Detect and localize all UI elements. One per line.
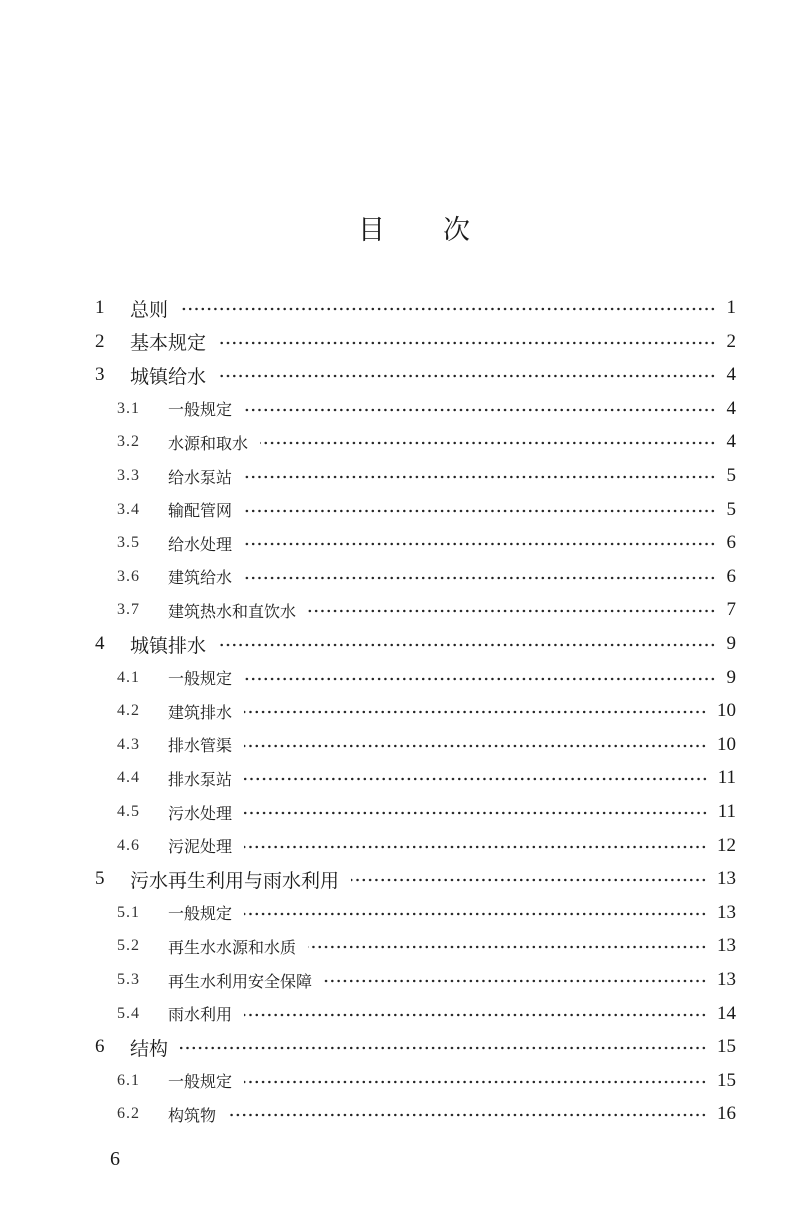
toc-entry[interactable] — [0, 763, 800, 793]
toc-entry-page: 12 — [717, 834, 736, 856]
toc-entry-number: 5.2 — [117, 937, 140, 955]
toc-entry[interactable] — [0, 730, 800, 760]
toc-entry-page: 13 — [717, 969, 736, 990]
toc-entry-title: 城镇给水 — [130, 365, 207, 388]
toc-dot-leader — [244, 576, 716, 580]
toc-dot-leader — [218, 374, 716, 378]
toc-entry-title: 构筑物 — [168, 1105, 217, 1125]
toc-entry-number: 4.1 — [117, 668, 140, 686]
toc-dot-leader — [244, 777, 708, 781]
toc-entry-title: 一般规定 — [168, 400, 233, 420]
toc-dot-leader — [260, 441, 716, 445]
toc-entry-title: 总则 — [130, 298, 169, 321]
toc-entry-number: 3.4 — [117, 500, 140, 518]
toc-entry-title: 结构 — [130, 1037, 169, 1060]
toc-entry-title: 基本规定 — [130, 332, 207, 355]
toc-entry-title: 一般规定 — [168, 669, 233, 689]
toc-entry-number: 4.5 — [117, 803, 140, 820]
toc-entry-number: 4.6 — [117, 836, 140, 854]
toc-entry-title: 给水处理 — [168, 534, 233, 554]
toc-entry-title: 污水再生利用与雨水利用 — [130, 869, 340, 892]
toc-entry-page: 4 — [726, 397, 736, 419]
toc-entry[interactable] — [0, 999, 800, 1029]
toc-entry-title: 排水管渠 — [168, 736, 233, 756]
toc-entry-page: 7 — [726, 599, 736, 621]
toc-dot-leader — [244, 677, 716, 681]
toc-entry-page: 4 — [726, 364, 736, 386]
toc-entry-page: 13 — [717, 868, 736, 890]
toc-entry[interactable] — [0, 898, 800, 928]
toc-entry-number: 3.1 — [117, 399, 140, 417]
toc-entry-title: 再生水利用安全保障 — [168, 971, 313, 991]
toc-entry-number: 4.3 — [117, 735, 140, 753]
toc-entry-number: 3.6 — [117, 567, 140, 585]
toc-entry-page: 10 — [717, 733, 736, 755]
toc-dot-leader — [228, 1113, 707, 1117]
toc-entry-number: 5.4 — [117, 1004, 140, 1022]
toc-entry-page: 16 — [717, 1103, 736, 1125]
toc-entry[interactable] — [0, 864, 800, 894]
toc-dot-leader — [324, 979, 707, 983]
toc-dot-leader — [244, 408, 716, 412]
toc-entry-number: 6.1 — [117, 1071, 140, 1089]
toc-dot-leader — [244, 845, 707, 849]
toc-dot-leader — [244, 912, 707, 916]
toc-entry-title: 城镇排水 — [130, 634, 207, 657]
toc-dot-leader — [244, 744, 707, 748]
toc-entry-page: 1 — [726, 297, 736, 318]
toc-entry-title: 建筑排水 — [168, 702, 233, 722]
toc-entry-page: 5 — [726, 465, 736, 486]
toc-entry[interactable] — [0, 461, 800, 491]
toc-heading-char-1: 目 — [358, 215, 385, 246]
toc-dot-leader — [244, 811, 708, 815]
toc-entry-number: 4.2 — [117, 702, 140, 720]
toc-entry-page: 13 — [717, 901, 736, 923]
toc-entry-number: 5.1 — [117, 903, 140, 921]
toc-entry-page: 14 — [717, 1002, 736, 1024]
toc-entry[interactable] — [0, 327, 800, 357]
toc-entry-page: 10 — [717, 700, 736, 722]
toc-dot-leader — [244, 1013, 707, 1017]
toc-entry-page: 9 — [726, 666, 736, 688]
toc-heading-char-2: 次 — [443, 215, 470, 246]
toc-entry[interactable] — [0, 394, 800, 424]
toc-entry[interactable] — [0, 931, 800, 961]
toc-entry-page: 2 — [726, 330, 736, 352]
toc-entry-page: 13 — [717, 935, 736, 957]
toc-entry-number: 6.2 — [117, 1105, 140, 1123]
toc-entry-title: 输配管网 — [168, 501, 233, 521]
toc-entry-title: 给水泵站 — [168, 467, 233, 487]
toc-dot-leader — [218, 643, 716, 647]
toc-dot-leader — [244, 509, 716, 513]
page-number: 6 — [110, 1148, 120, 1170]
toc-entry-number: 3 — [95, 364, 105, 386]
toc-entry-number: 4 — [95, 633, 105, 654]
toc-dot-leader — [244, 542, 716, 546]
toc-entry[interactable] — [0, 528, 800, 558]
toc-entry-title: 排水泵站 — [168, 769, 233, 789]
toc-entry[interactable] — [0, 1066, 800, 1096]
toc-entry-number: 3.3 — [117, 467, 140, 484]
toc-entry-number: 4.4 — [117, 769, 140, 787]
toc-dot-leader — [180, 307, 716, 311]
toc-entry-title: 水源和取水 — [168, 433, 249, 453]
toc-entry-number: 2 — [95, 330, 105, 352]
toc-entry[interactable] — [0, 663, 800, 693]
toc-entry[interactable] — [0, 965, 800, 995]
toc-entry-number: 3.2 — [117, 433, 140, 451]
toc-entry[interactable] — [0, 562, 800, 592]
toc-entry[interactable] — [0, 495, 800, 525]
toc-dot-leader — [308, 609, 716, 613]
toc-entry[interactable] — [0, 293, 800, 323]
toc-entry-title: 建筑热水和直饮水 — [168, 601, 297, 621]
toc-entry-page: 15 — [717, 1036, 736, 1058]
toc-dot-leader — [244, 1080, 707, 1084]
toc-entry-title: 再生水水源和水质 — [168, 937, 297, 957]
toc-entry-page: 6 — [726, 565, 736, 587]
toc-entry-page: 15 — [717, 1069, 736, 1091]
toc-dot-leader — [180, 1046, 707, 1050]
toc-entry[interactable] — [0, 696, 800, 726]
toc-dot-leader — [244, 475, 716, 479]
toc-entry-number: 3.5 — [117, 534, 140, 552]
toc-entry-title: 一般规定 — [168, 1072, 233, 1092]
toc-entry-page: 9 — [726, 633, 736, 654]
toc-entry-number: 5 — [95, 868, 105, 890]
toc-dot-leader — [244, 710, 707, 714]
toc-entry[interactable] — [0, 1099, 800, 1129]
toc-entry-page: 11 — [717, 801, 736, 822]
toc-entry[interactable] — [0, 797, 800, 827]
toc-dot-leader — [308, 945, 707, 949]
toc-entry[interactable] — [0, 1032, 800, 1062]
toc-entry-title: 一般规定 — [168, 904, 233, 924]
toc-entry-title: 雨水利用 — [168, 1005, 233, 1025]
toc-entry-page: 6 — [726, 532, 736, 554]
toc-entry-number: 5.3 — [117, 971, 140, 988]
toc-entry[interactable] — [0, 427, 800, 457]
toc-entry[interactable] — [0, 629, 800, 659]
toc-entry-page: 11 — [717, 767, 736, 789]
toc-entry-title: 污水处理 — [168, 803, 233, 823]
toc-dot-leader — [351, 878, 707, 882]
toc-entry[interactable] — [0, 595, 800, 625]
toc-entry-page: 5 — [726, 498, 736, 520]
toc-entry-page: 4 — [726, 431, 736, 453]
toc-entry-title: 污泥处理 — [168, 837, 233, 857]
toc-entry[interactable] — [0, 360, 800, 390]
toc-entry-number: 3.7 — [117, 601, 140, 619]
toc-dot-leader — [218, 341, 716, 345]
toc-entry-title: 建筑给水 — [168, 568, 233, 588]
toc-entry-number: 6 — [95, 1036, 105, 1058]
toc-entry[interactable] — [0, 831, 800, 861]
toc-entry-number: 1 — [95, 297, 105, 318]
